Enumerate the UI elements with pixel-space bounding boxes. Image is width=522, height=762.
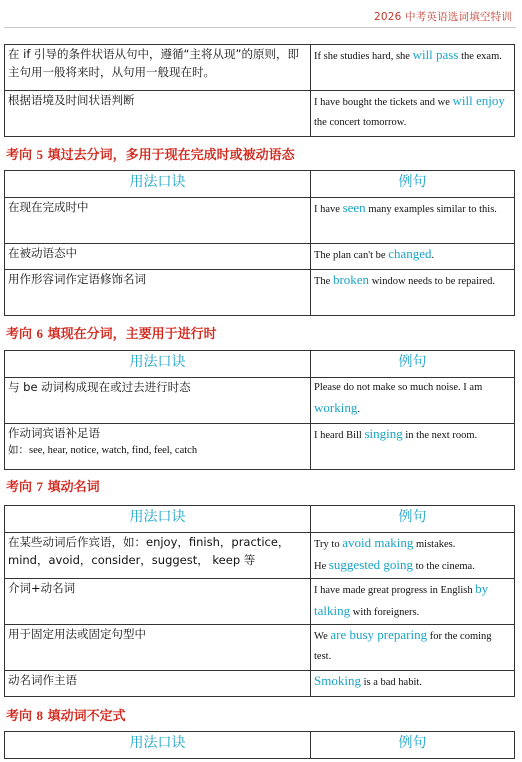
example-text: many examples similar to this. xyxy=(365,204,497,215)
section-title-7 xyxy=(6,476,100,495)
example-text: Please do not make so much noise. I am xyxy=(314,382,483,393)
example-text: window needs to be repaired. xyxy=(369,276,496,287)
section-prefix: 考向 xyxy=(6,480,33,495)
section-prefix: 考向 xyxy=(6,148,33,163)
answer-highlight: will pass xyxy=(412,47,459,62)
example-cell xyxy=(311,424,515,470)
rule-table-gerund xyxy=(4,505,515,697)
example-text: The plan can't be xyxy=(314,250,389,261)
usage-cell: 在现在完成时中 xyxy=(5,198,311,244)
example-text: We xyxy=(314,631,331,642)
table-row xyxy=(5,91,515,137)
example-text: Try to xyxy=(314,539,343,550)
rule-table-past-participle xyxy=(4,170,515,316)
example-text: with foreigners. xyxy=(350,607,420,618)
column-header-example: 例句 xyxy=(311,171,515,198)
rule-table-infinitive xyxy=(4,731,515,759)
table-header-row xyxy=(5,506,515,533)
usage-cell: 在被动语态中 xyxy=(5,244,311,270)
usage-cell: 介词+动名词 xyxy=(5,579,311,625)
example-text: mistakes. xyxy=(413,539,456,550)
table-row xyxy=(5,625,515,671)
example-text: If she studies hard, she xyxy=(314,51,413,62)
usage-cell: 动名词作主语 xyxy=(5,671,311,697)
section-heading: 填动名词 xyxy=(47,480,100,495)
rule-table-present-participle xyxy=(4,350,515,470)
table-row xyxy=(5,45,515,91)
usage-text: 作动词宾语补足语 xyxy=(8,426,100,440)
answer-highlight: broken xyxy=(332,272,370,287)
column-header-usage: 用法口诀 xyxy=(5,732,311,759)
example-text: is a bad habit. xyxy=(360,677,422,688)
section-prefix: 考向 xyxy=(6,709,33,724)
section-title-6 xyxy=(6,323,217,342)
section-title-5 xyxy=(6,144,295,163)
section-number: 6 xyxy=(36,326,44,341)
usage-cell xyxy=(5,424,311,470)
example-text: to the cinema. xyxy=(413,561,475,572)
example-cell xyxy=(311,45,515,91)
example-text: He xyxy=(314,561,329,572)
example-cell xyxy=(311,270,515,316)
answer-highlight: seen xyxy=(342,200,366,215)
table-row xyxy=(5,378,515,424)
example-cell xyxy=(311,244,515,270)
table-row xyxy=(5,270,515,316)
answer-highlight: are busy preparing xyxy=(330,627,428,642)
example-text: I heard Bill xyxy=(314,430,365,441)
usage-examples: 如：see, hear, notice, watch, find, feel, catch xyxy=(8,445,198,456)
section-heading: 填动词不定式 xyxy=(47,709,126,724)
answer-highlight: suggested going xyxy=(328,557,414,572)
table-row xyxy=(5,424,515,470)
table-row xyxy=(5,244,515,270)
table-row xyxy=(5,579,515,625)
answer-highlight: avoid making xyxy=(342,535,414,550)
answer-highlight: by talking xyxy=(314,581,489,618)
answer-highlight: working xyxy=(314,400,358,415)
usage-cell: 在 if 引导的条件状语从句中，遵循“主将从现”的原则，即主句用一般将来时，从句用一般现在时。 xyxy=(5,45,311,91)
answer-highlight: singing xyxy=(364,426,403,441)
section-number: 5 xyxy=(36,147,44,162)
example-text: . xyxy=(431,250,435,261)
table-row xyxy=(5,533,515,579)
table-header-row xyxy=(5,171,515,198)
example-text: for the coming test. xyxy=(314,631,492,662)
usage-cell: 用于固定用法或固定句型中 xyxy=(5,625,311,671)
example-text: I have xyxy=(314,204,343,215)
usage-cell: 根据语境及时间状语判断 xyxy=(5,91,311,137)
answer-highlight: will enjoy xyxy=(452,93,505,108)
example-cell xyxy=(311,378,515,424)
column-header-usage: 用法口诀 xyxy=(5,506,311,533)
section-number: 7 xyxy=(36,479,44,494)
column-header-usage: 用法口诀 xyxy=(5,351,311,378)
example-cell xyxy=(311,91,515,137)
example-cell xyxy=(311,671,515,697)
section-heading: 填现在分词，主要用于进行时 xyxy=(47,327,217,342)
example-text: I have made great progress in English xyxy=(314,585,476,596)
table-row xyxy=(5,671,515,697)
example-text: the concert tomorrow. xyxy=(314,117,407,128)
example-cell xyxy=(311,533,515,579)
section-prefix: 考向 xyxy=(6,327,33,342)
answer-highlight: changed xyxy=(388,246,432,261)
table-row xyxy=(5,198,515,244)
column-header-usage: 用法口诀 xyxy=(5,171,311,198)
example-text: . xyxy=(357,404,360,415)
section-heading: 填过去分词，多用于现在完成时或被动语态 xyxy=(47,148,295,163)
example-cell xyxy=(311,579,515,625)
example-text: in the next room. xyxy=(402,430,478,441)
example-text: I have bought the tickets and we xyxy=(314,97,453,108)
section-title-8 xyxy=(6,705,126,724)
example-cell xyxy=(311,198,515,244)
usage-cell: 在某些动词后作宾语，如：enjoy，finish，practice，mind，avoid，consider，suggest， keep 等 xyxy=(5,533,311,579)
table-header-row xyxy=(5,351,515,378)
column-header-example: 例句 xyxy=(311,732,515,759)
example-text: The xyxy=(314,276,333,287)
rule-table-tense xyxy=(4,44,515,137)
usage-cell: 与 be 动词构成现在或过去进行时态 xyxy=(5,378,311,424)
page-header: 2026 中考英语选词填空特训 xyxy=(373,11,512,23)
header-divider xyxy=(4,27,516,28)
example-cell xyxy=(311,625,515,671)
section-number: 8 xyxy=(36,708,44,723)
answer-highlight: Smoking xyxy=(314,673,361,688)
column-header-example: 例句 xyxy=(311,506,515,533)
table-header-row xyxy=(5,732,515,759)
usage-cell: 用作形容词作定语修饰名词 xyxy=(5,270,311,316)
example-text: the exam. xyxy=(458,51,502,62)
column-header-example: 例句 xyxy=(311,351,515,378)
